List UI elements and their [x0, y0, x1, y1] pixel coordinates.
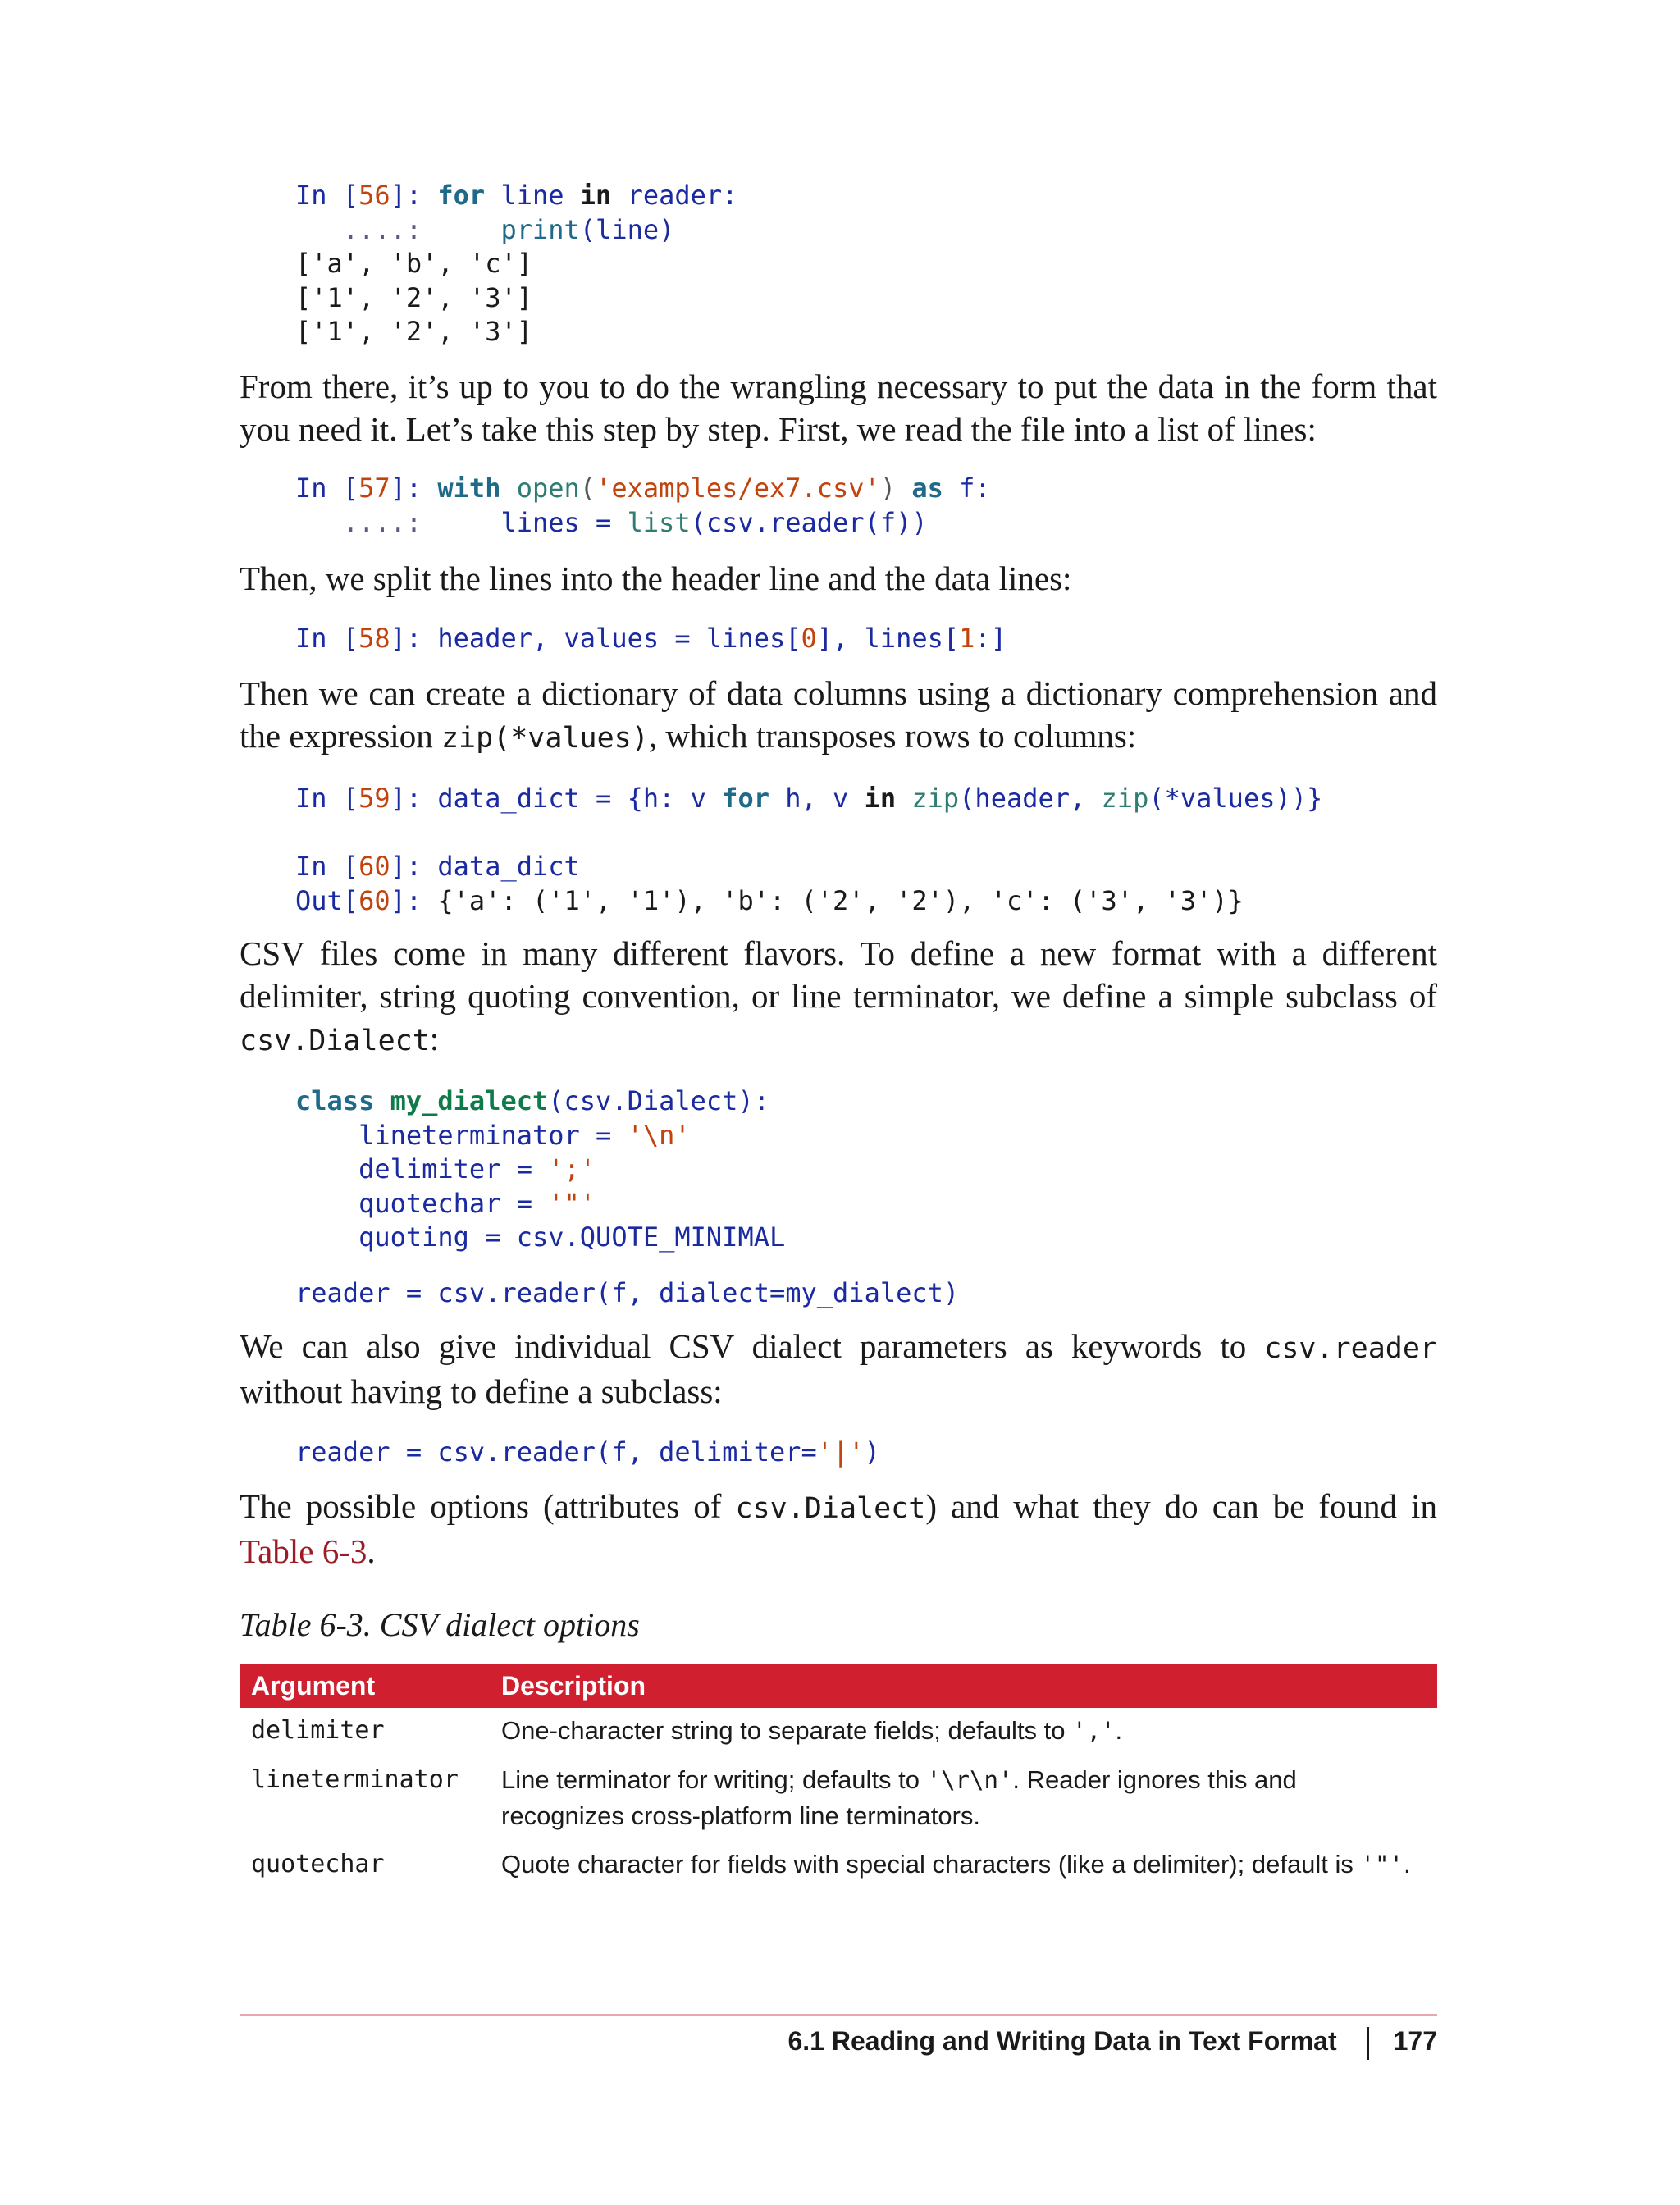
prompt-number: 58	[358, 623, 390, 654]
text-run: . Reader ignores this and recognizes cross-platform line terminators.	[501, 1765, 1297, 1830]
code-token: (header,	[959, 783, 1102, 814]
text-run: .	[1403, 1850, 1411, 1879]
code-token: reader = csv.reader(f, delimiter=	[295, 1436, 817, 1468]
prompt-label: In [	[295, 623, 359, 654]
footer-divider	[240, 2014, 1437, 2016]
prompt-number: 60	[358, 851, 390, 882]
code-token: data_dict = {h: v	[437, 783, 723, 814]
prompt-label-end: ]:	[390, 180, 438, 211]
table-reference-link[interactable]: Table 6-3	[240, 1532, 368, 1570]
code-token: lines =	[500, 506, 628, 538]
prompt-label: In [	[295, 472, 359, 504]
prompt-label: In [	[295, 783, 359, 814]
inline-code: zip(*values)	[441, 722, 649, 755]
paragraph-keywords	[240, 1325, 1437, 1413]
keyword-for: for	[722, 783, 769, 814]
code-token: reader:	[611, 180, 738, 211]
output-line: ['1', '2', '3']	[295, 281, 532, 313]
text-run: , which transposes rows to columns:	[648, 717, 1137, 755]
prompt-label: In [	[295, 180, 359, 211]
table-row	[240, 1757, 1437, 1842]
code-token: quoting =	[295, 1221, 517, 1253]
code-block-loop	[295, 179, 737, 349]
inline-code: ','	[1072, 1717, 1116, 1745]
footer-section-title: 6.1 Reading and Writing Data in Text Format	[788, 2026, 1337, 2056]
class-name: my_dialect	[374, 1085, 549, 1116]
prompt-number: 60	[358, 884, 390, 916]
builtin-print: print	[500, 213, 580, 245]
code-token: f:	[943, 472, 991, 504]
prompt-number: 56	[358, 180, 390, 211]
code-token: header, values = lines[	[437, 623, 801, 654]
output-dict: {'a': ('1', '1'), 'b': ('2', '2'), 'c': ('3', '3')}	[437, 884, 1244, 916]
page-number: 177	[1393, 2026, 1437, 2056]
paragraph-split: Then, we split the lines into the header line and the data lines:	[240, 559, 1072, 597]
paragraph-csv-flavors	[240, 932, 1437, 1062]
text-run: Line terminator for writing; defaults to	[501, 1765, 927, 1794]
output-line: ['a', 'b', 'c']	[295, 248, 532, 279]
text-run: One-character string to separate fields; defaults to	[501, 1716, 1073, 1745]
argument-cell: quotechar	[251, 1850, 385, 1879]
dialect-options-table	[240, 1664, 1437, 1891]
table-caption: Table 6-3. CSV dialect options	[240, 1606, 640, 1643]
table-row	[240, 1842, 1437, 1891]
argument-cell: delimiter	[251, 1716, 385, 1745]
argument-cell: lineterminator	[251, 1765, 459, 1794]
column-header-description: Description	[490, 1664, 1437, 1708]
number-literal: 1	[959, 623, 975, 654]
string-literal: '|'	[816, 1436, 865, 1468]
builtin-list: list	[627, 506, 691, 538]
code-block-open-file: In [57]: with open('examples/ex7.csv') as f: ....: lines = list(csv.reader(f))	[295, 472, 991, 538]
code-token: h, v	[769, 783, 865, 814]
code-token: (csv.reader(f))	[690, 506, 928, 538]
prompt-label-end: ]:	[390, 472, 438, 504]
text-run: The possible options (attributes of	[240, 1487, 736, 1525]
code-block-reader-delimiter	[295, 1436, 880, 1470]
code-token: delimiter =	[295, 1153, 549, 1185]
page-footer	[788, 2026, 1437, 2060]
code-token: csv.QUOTE_MINIMAL	[516, 1221, 786, 1253]
prompt-label-end: ]:	[390, 783, 438, 814]
text-run: Then we can create a dictionary of data columns using a dictionary comprehension and the expression	[240, 674, 1437, 755]
string-literal: '\n'	[627, 1119, 691, 1151]
paragraph-dictionary	[240, 672, 1437, 760]
text-run: We can also give individual CSV dialect parameters as keywords to	[240, 1327, 1265, 1365]
paragraph-wrangling: From there, it’s up to you to do the wrangling necessary to put the data in the form that you need it. Let’s take this step by step. First, we read the file into a list of lines:	[240, 368, 1437, 448]
out-label: Out[	[295, 884, 359, 916]
inline-code: csv.Dialect	[735, 1492, 926, 1525]
keyword-as: as	[911, 472, 943, 504]
code-token: :]	[975, 623, 1007, 654]
code-block-data-dict	[295, 782, 1322, 918]
text-run: without having to define a subclass:	[240, 1372, 723, 1410]
continuation-prompt: ....:	[295, 506, 501, 538]
code-block-dialect-class	[295, 1084, 785, 1255]
inline-code: '\r\n'	[926, 1766, 1013, 1794]
keyword-with: with	[437, 472, 501, 504]
paragraph-options	[240, 1485, 1437, 1573]
text-run: Quote character for fields with special characters (like a delimiter); default is	[501, 1850, 1361, 1879]
code-token: lineterminator =	[295, 1119, 628, 1151]
continuation-prompt: ....:	[295, 213, 501, 245]
prompt-number: 57	[358, 472, 390, 504]
description-cell	[490, 1708, 1437, 1757]
inline-code: '"'	[1360, 1851, 1404, 1879]
column-header-argument: Argument	[240, 1664, 490, 1708]
builtin-zip: zip	[911, 783, 960, 814]
text-run: :	[429, 1020, 440, 1057]
prompt-label-end: ]:	[390, 623, 438, 654]
text-run: ) and what they do can be found in	[925, 1487, 1438, 1525]
code-token: (*values))}	[1148, 783, 1323, 814]
footer-separator	[1367, 2027, 1369, 2060]
table-row	[240, 1708, 1437, 1757]
prompt-label-end: ]:	[390, 851, 438, 882]
keyword-for: for	[437, 180, 486, 211]
text-run: .	[367, 1532, 376, 1570]
inline-code: csv.Dialect	[240, 1025, 430, 1057]
table-header-row	[240, 1664, 1437, 1708]
code-token: data_dict	[437, 851, 580, 882]
builtin-zip: zip	[1101, 783, 1149, 814]
description-cell	[490, 1842, 1437, 1891]
code-token: ], lines[	[816, 623, 960, 654]
builtin-open: open	[516, 472, 580, 504]
code-token: )	[864, 1436, 880, 1468]
code-token: line	[485, 180, 580, 211]
code-token: (line)	[579, 213, 675, 245]
output-line: ['1', '2', '3']	[295, 316, 532, 347]
string-literal: '"'	[548, 1187, 596, 1219]
code-token: (csv.Dialect):	[548, 1085, 769, 1116]
string-literal: 'examples/ex7.csv'	[596, 472, 880, 504]
code-block-reader-dialect	[295, 1276, 959, 1311]
text-run: CSV files come in many different flavors. To define a new format with a different delimiter, string quoting convention, or line terminator, we define a simple subclass of	[240, 934, 1437, 1015]
keyword-class: class	[295, 1085, 375, 1116]
description-cell	[490, 1757, 1437, 1842]
code-block-header-values	[295, 622, 1007, 656]
prompt-label-end: ]:	[390, 884, 438, 916]
prompt-label: In [	[295, 851, 359, 882]
number-literal: 0	[801, 623, 817, 654]
code-token: reader = csv.reader(f, dialect=my_dialect)	[295, 1277, 960, 1308]
prompt-number: 59	[358, 783, 390, 814]
inline-code: csv.reader	[1264, 1332, 1437, 1365]
string-literal: ';'	[548, 1153, 596, 1185]
code-token: quotechar =	[295, 1187, 549, 1219]
text-run: .	[1115, 1716, 1123, 1745]
keyword-in: in	[579, 180, 612, 211]
keyword-in: in	[864, 783, 897, 814]
